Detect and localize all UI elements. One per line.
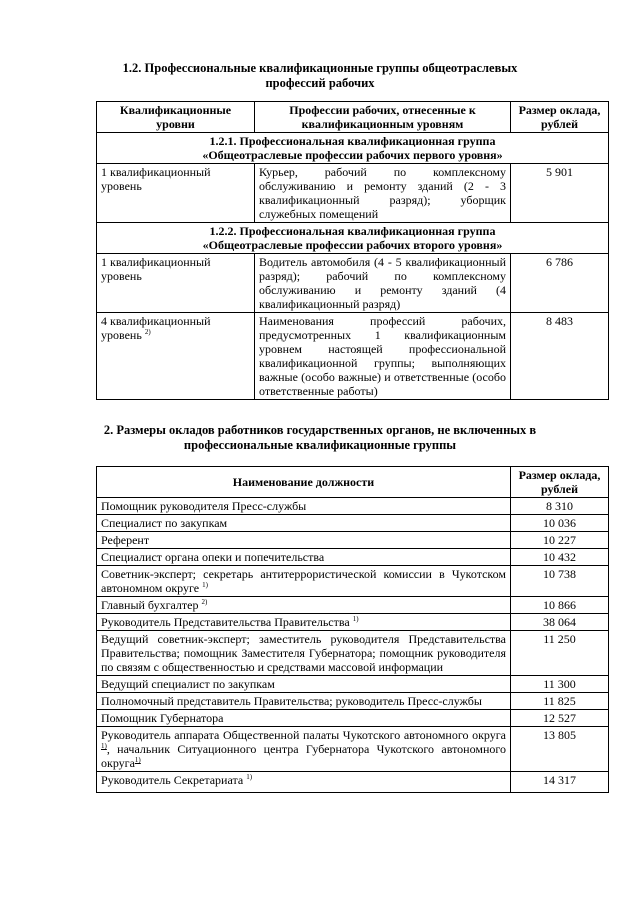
footnote-mark: 1) <box>202 581 208 589</box>
level-cell: 1 квалификационный уровень <box>97 164 255 223</box>
position-cell <box>97 597 511 614</box>
group1-title <box>97 133 609 164</box>
salary-cell: 10 738 <box>511 566 609 597</box>
table-row <box>97 693 609 710</box>
position-cell <box>97 614 511 631</box>
footnote-mark: 2) <box>201 598 208 606</box>
table-row <box>97 498 609 515</box>
level-cell: 1 квалификационный уровень <box>97 254 255 313</box>
professions-cell: Водитель автомобиля (4 - 5 квалификационный разряд); рабочий по комплексному обслуживанию и ремонту зданий (4 квалификационный разряд) <box>255 254 511 313</box>
position-cell: Ведущий советник-эксперт; заместитель руководителя Представительства Правительства; помощник Заместителя Губернатора; помощник руководителя по связям с общественностью и средствами массовой информации <box>97 631 511 676</box>
position-cell: Помощник руководителя Пресс-службы <box>97 498 511 515</box>
group-title-row <box>97 223 609 254</box>
level-cell <box>97 313 255 400</box>
footnote-mark: 2) <box>144 328 151 336</box>
salary-cell: 5 901 <box>511 164 609 223</box>
table-row <box>97 772 609 793</box>
table-row <box>97 313 609 400</box>
table-row <box>97 614 609 631</box>
group2-title <box>97 223 609 254</box>
salary-cell: 14 317 <box>511 772 609 793</box>
level-text: 4 квалификационный уровень <box>101 314 211 342</box>
table-row <box>97 727 609 772</box>
position-cell: Специалист по закупкам <box>97 515 511 532</box>
header-professions: Профессии рабочих, отнесенные к квалификационным уровням <box>255 102 511 133</box>
footnote-mark: 1) <box>134 756 141 764</box>
professions-cell: Наименования профессий рабочих, предусмотренных 1 квалификационным уровнем настоящей профессиональной квалификационной группы; выполняющих важные (особо важные) и ответственные (особо ответственные работы) <box>255 313 511 400</box>
position-cell: Ведущий специалист по закупкам <box>97 676 511 693</box>
position-cell: Референт <box>97 532 511 549</box>
professional-groups-table <box>96 101 609 400</box>
position-text: Руководитель Секретариата <box>101 773 244 787</box>
header-salary: Размер оклада, рублей <box>511 467 609 498</box>
position-text: Советник-эксперт; секретарь антитеррористической комиссии в Чукотском автономном округе <box>101 567 506 595</box>
section2-title-line2: профессиональные квалификационные группы <box>183 438 457 452</box>
section1-title-line2: профессий рабочих <box>265 76 375 90</box>
position-cell <box>97 566 511 597</box>
table-header-row <box>97 467 609 498</box>
group2-title-line2: «Общеотраслевые профессии рабочих второго уровня» <box>202 238 503 252</box>
salary-cell: 11 300 <box>511 676 609 693</box>
position-cell <box>97 772 511 793</box>
group2-title-line1: 1.2.2. Профессиональная квалификационная группа <box>209 224 496 238</box>
group1-title-line1: 1.2.1. Профессиональная квалификационная группа <box>209 134 496 148</box>
salary-cell: 10 036 <box>511 515 609 532</box>
position-cell: Специалист органа опеки и попечительства <box>97 549 511 566</box>
salary-cell: 8 310 <box>511 498 609 515</box>
group-title-row <box>97 133 609 164</box>
position-text: Главный бухгалтер <box>101 598 199 612</box>
positions-table <box>96 466 609 793</box>
table-row <box>97 676 609 693</box>
section2-title <box>0 423 640 453</box>
table-row <box>97 164 609 223</box>
position-text: Руководитель Представительства Правительства <box>101 615 350 629</box>
table-row <box>97 597 609 614</box>
table-row <box>97 515 609 532</box>
header-levels: Квалификационные уровни <box>97 102 255 133</box>
table-row <box>97 566 609 597</box>
salary-cell: 6 786 <box>511 254 609 313</box>
footnote-mark: 1) <box>101 742 107 750</box>
salary-cell: 10 227 <box>511 532 609 549</box>
section1-title <box>0 61 640 91</box>
header-salary: Размер оклада, рублей <box>511 102 609 133</box>
position-text: , начальник Ситуационного центра Губернатора Чукотского автономного округа <box>101 742 506 770</box>
table-row <box>97 532 609 549</box>
section1-title-line1: 1.2. Профессиональные квалификационные группы общеотраслевых <box>122 61 518 75</box>
position-cell <box>97 727 511 772</box>
salary-cell: 10 866 <box>511 597 609 614</box>
salary-cell: 11 825 <box>511 693 609 710</box>
footnote-mark: 1) <box>246 773 253 781</box>
footnote-mark: 1) <box>352 615 359 623</box>
position-text: Руководитель аппарата Общественной палаты Чукотского автономного округа <box>101 728 506 742</box>
position-cell: Полномочный представитель Правительства; руководитель Пресс-службы <box>97 693 511 710</box>
group1-title-line2: «Общеотраслевые профессии рабочих первого уровня» <box>202 148 503 162</box>
salary-cell: 8 483 <box>511 313 609 400</box>
salary-cell: 12 527 <box>511 710 609 727</box>
table-row <box>97 631 609 676</box>
position-cell: Помощник Губернатора <box>97 710 511 727</box>
professions-cell: Курьер, рабочий по комплексному обслуживанию и ремонту зданий (2 - 3 квалификационный разряд); уборщик служебных помещений <box>255 164 511 223</box>
salary-cell: 10 432 <box>511 549 609 566</box>
salary-cell: 38 064 <box>511 614 609 631</box>
salary-cell: 13 805 <box>511 727 609 772</box>
table-header-row <box>97 102 609 133</box>
header-position: Наименование должности <box>97 467 511 498</box>
salary-cell: 11 250 <box>511 631 609 676</box>
table-row <box>97 710 609 727</box>
section2-title-line1: 2. Размеры окладов работников государственных органов, не включенных в <box>103 423 537 437</box>
table-row <box>97 549 609 566</box>
table-row <box>97 254 609 313</box>
